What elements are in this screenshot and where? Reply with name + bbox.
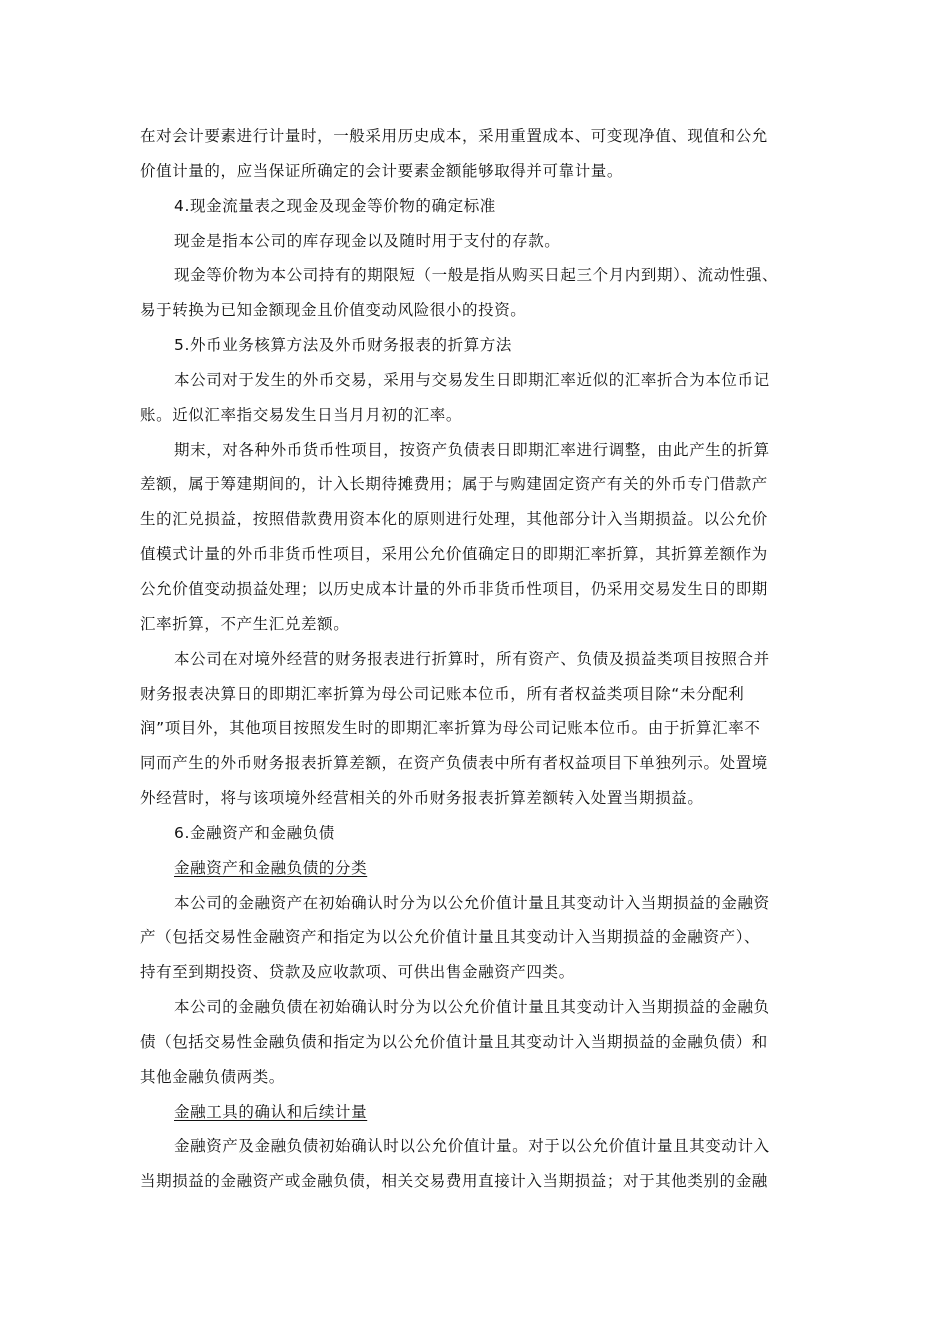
text-line: 外经营时，将与该项境外经营相关的外币财务报表折算差额转入处置当期损益。 xyxy=(140,789,704,808)
text-line: 金融资产及金融负债初始确认时以公允价值计量。对于以公允价值计量且其变动计入 xyxy=(174,1137,770,1156)
text-line: 持有至到期投资、贷款及应收款项、可供出售金融资产四类。 xyxy=(140,963,575,982)
text-line: 汇率折算，不产生汇兑差额。 xyxy=(140,614,350,633)
subsection-heading xyxy=(140,851,810,886)
text-line: 产（包括交易性金融资产和指定为以公允价值计量且其变动计入当期损益的金融资产）、 xyxy=(140,928,761,947)
text-line: 本公司在对境外经营的财务报表进行折算时，所有资产、负债及损益类项目按照合并 xyxy=(174,649,770,668)
text-line: 易于转换为已知金额现金且价值变动风险很小的投资。 xyxy=(140,301,527,320)
subsection-heading xyxy=(140,1095,810,1130)
text-line: 本公司对于发生的外币交易，采用与交易发生日即期汇率近似的汇率折合为本位币记 xyxy=(174,370,770,389)
text-line: 账。近似汇率指交易发生日当月月初的汇率。 xyxy=(140,405,463,424)
text-line: 财务报表决算日的即期汇率折算为母公司记账本位币，所有者权益类项目除“未分配利 xyxy=(140,684,745,703)
text-line: 公允价值变动损益处理；以历史成本计量的外币非货币性项目，仍采用交易发生日的即期 xyxy=(140,579,768,598)
subsection-heading-text: 金融资产和金融负债的分类 xyxy=(174,858,368,877)
section-heading: 6.金融资产和金融负债 xyxy=(174,823,335,842)
subsection-heading-text: 金融工具的确认和后续计量 xyxy=(174,1102,368,1121)
text-line: 本公司的金融负债在初始确认时分为以公允价值计量且其变动计入当期损益的金融负 xyxy=(174,998,770,1017)
text-line: 期末，对各种外币货币性项目，按资产负债表日即期汇率进行调整，由此产生的折算 xyxy=(174,440,770,459)
text-line: 债（包括交易性金融负债和指定为以公允价值计量且其变动计入当期损益的金融负债）和 xyxy=(140,1032,768,1051)
text-line: 润”项目外，其他项目按照发生时的即期汇率折算为母公司记账本位币。由于折算汇率不 xyxy=(140,719,761,738)
text-line: 差额，属于筹建期间的，计入长期待摊费用；属于与购建固定资产有关的外币专门借款产 xyxy=(140,475,768,494)
text-line: 值模式计量的外币非货币性项目，采用公允价值确定日的即期汇率折算，其折算差额作为 xyxy=(140,545,768,564)
text-line: 其他金融负债两类。 xyxy=(140,1067,285,1086)
text-line: 现金是指本公司的库存现金以及随时用于支付的存款。 xyxy=(174,231,561,250)
text-line: 生的汇兑损益，按照借款费用资本化的原则进行处理，其他部分计入当期损益。以公允价 xyxy=(140,510,768,529)
text-line: 当期损益的金融资产或金融负债，相关交易费用直接计入当期损益；对于其他类别的金融 xyxy=(140,1172,768,1191)
text-line: 现金等价物为本公司持有的期限短（一般是指从购买日起三个月内到期）、流动性强、 xyxy=(174,266,779,285)
text-line: 在对会计要素进行计量时，一般采用历史成本，采用重置成本、可变现净值、现值和公允 xyxy=(140,127,768,145)
text-line: 同而产生的外币财务报表折算差额，在资产负债表中所有者权益项目下单独列示。处置境 xyxy=(140,754,768,773)
text-line: 本公司的金融资产在初始确认时分为以公允价值计量且其变动计入当期损益的金融资 xyxy=(174,893,770,912)
section-heading: 4.现金流量表之现金及现金等价物的确定标准 xyxy=(174,196,496,215)
text-line: 价值计量的，应当保证所确定的会计要素金额能够取得并可靠计量。 xyxy=(140,161,624,180)
document-body xyxy=(140,119,810,1199)
section-heading: 5.外币业务核算方法及外币财务报表的折算方法 xyxy=(174,336,512,355)
